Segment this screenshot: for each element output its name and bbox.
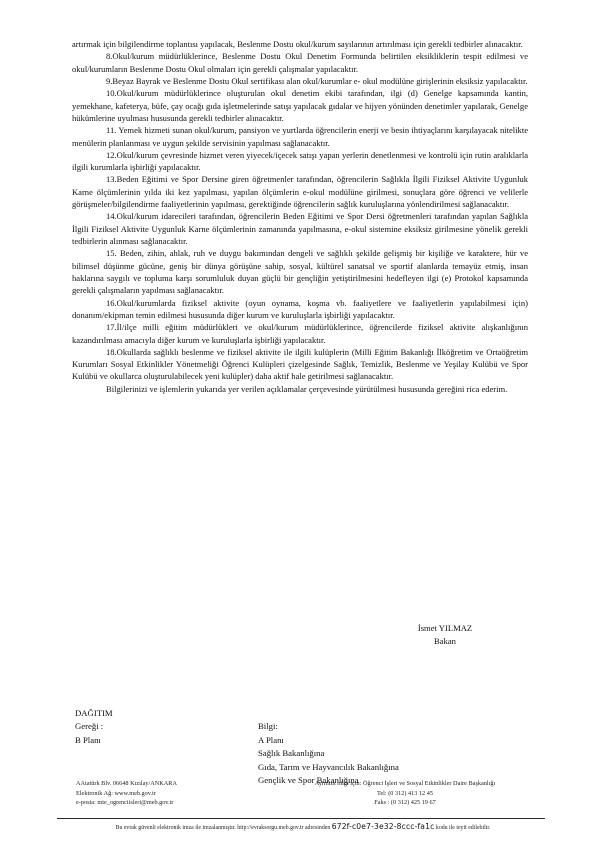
verification-prefix-text: Bu evrak güvenli elektronik imza ile imzalanmıştır. http://evraksorgu.meb.gov.tr adresinden xyxy=(115,825,331,831)
signatory-name: İsmet YILMAZ xyxy=(417,623,473,633)
verification-suffix-text: kodu ile teyit edilebilir. xyxy=(435,825,491,831)
distribution-right-line: A Planı xyxy=(258,734,284,745)
page-footer xyxy=(0,779,600,808)
verification-code: 672f-c0e7-3e32-8ccc-fa1c xyxy=(331,822,435,831)
distribution-left-line: Gereği : xyxy=(75,721,104,731)
footer-phone-line: Tel: (0 312) 413 12 45 xyxy=(377,789,433,797)
distribution-left-line: B Planı xyxy=(75,734,101,745)
paragraph-item-10: 10.Okul/kurum müdürlüklerince oluşturulan okul denetim ekibi tarafından, ilgi (d) Genelge kapsamında kantin, yemekhane, kafeterya, büfe, çay ocağı gıda işletmelerinde satışı yapılacak gıdalar ve hijyen yönünden denetimler yapılarak, Genelge hükümlerine uyulması hususunda gerekli tedbirler alınacaktır. xyxy=(72,88,528,123)
paragraph-item-13: 13.Beden Eğitimi ve Spor Dersine giren öğretmenler tarafından, öğrencilerin Sağlıkla İlgili Fiziksel Aktivite Uygunluk Karne ölçümlerinin yılda iki kez yapılması, yapılan ölçümlerin e-okul modülüne girilmesi, sonuçlara göre öğrenci ve velilerle görüşmeler/bilgilendirme faaliyetlerinin yapılması, gerektiğinde öğrencilerin sağlık kuruluşlarına yönlendirilmesi sağlanacaktır. xyxy=(72,174,528,210)
footer-address-column xyxy=(76,779,266,808)
paragraph-item-8: 8.Okul/kurum müdürlüklerince, Beslenme Dostu Okul Denetim Formunda belirtilen eksikliklerin tespit edilmesi ve okul/kurumların Beslenme Dostu Okul olmaları için gerekli çalışmalar yapılacaktır. xyxy=(72,51,528,74)
paragraph-item-18: 18.Okullarda sağlıklı beslenme ve fiziksel aktivite ile ilgili kulüplerin (Milli Eğitim Bakanlığı İlköğretim ve Ortaöğretim Kurumları Sosyal Etkinlikler Yönetmeliği Öğrenci Kulüpleri çizelgesinde Sağlık, Temizlik, Beslenme ve Yeşilay Kulübü ve Spor Kulübü ve okullarca oluşturulabilecek yeni kulüpler) daha aktif hale getirilmesi sağlanacaktır. xyxy=(72,346,528,382)
paragraph-item-9: 9.Beyaz Bayrak ve Beslenme Dostu Okul sertifikası alan okul/kurumlar e- okul modülüne girişlerinin eksiksiz yapılacaktır. xyxy=(106,75,528,86)
distribution-right-column xyxy=(258,720,495,788)
footer-website-line: Elektronik Ağ: www.meb.gov.tr xyxy=(76,789,156,797)
paragraph-item-16: 16.Okul/kurumlarda fiziksel aktivite (oyun oynama, koşma vb. faaliyetlere ve faaliyetlerin yapılabilmesi için) donanım/ekipman temin edilmesi hususunda diğer kurum ve kuruluşlarla işbirliği yapılacaktır. xyxy=(72,297,528,320)
signature-block xyxy=(360,622,530,648)
distribution-block xyxy=(75,720,495,788)
paragraph-item-15: 15. Beden, zihin, ahlak, ruh ve duygu bakımından dengeli ve sağlıklı şekilde gelişmiş bir kişiliğe ve karaktere, hür ve bilimsel düşünme gücüne, geniş bir dünya görüşüne sahip, sosyal, kültürel sanatsal ve sportif alanlarda temayüz etmiş, insan haklarına saygılı ve topluma karşı sorumluluk duyan güçlü bir gençliğin yetiştirilmesini hedefleyen ilgi (e) Protokol kapsamında gerekli çalışmaların yapılması sağlanacaktır. xyxy=(72,248,528,296)
distribution-left-column xyxy=(75,720,258,788)
footer-fax-line: Faks : (0 312) 425 19 67 xyxy=(374,799,436,807)
footer-contact-department: Ayrıntılı bilgi için: Öğrenci İşleri ve Sosyal Etkinlikler Daire Başkanlığı xyxy=(314,780,496,787)
footer-divider xyxy=(57,818,545,819)
paragraph-item-14: 14.Okul/kurum idarecileri tarafından, öğrencilerin Beden Eğitimi ve Spor Dersi öğretmenleri tarafından yapılan Sağlıkla İlgili Fiziksel Aktivite Uygunluk Karne ölçümlerinin zamanında yapılmasına, e-okul sistemine eksiksiz girilmesine yönelik gerekli tedbirlerin alınması sağlanacaktır. xyxy=(72,211,528,246)
distribution-heading: DAĞITIM xyxy=(75,708,113,718)
footer-address-line: AAtatürk Blv. 06648 Kızılay/ANKARA xyxy=(76,780,177,787)
paragraph-item-17: 17.İl/ilçe milli eğitim müdürlükleri ve okul/kurum müdürlüklerince, öğrencilerde fiziksel aktivite alışkanlığının kazandırılması amacıyla diğer kurum ve kuruluşlarla işbirliği yapılacaktır. xyxy=(72,322,528,345)
document-body xyxy=(72,38,528,395)
distribution-right-line: Sağlık Bakanlığına xyxy=(258,748,325,759)
paragraph-closing: Bilgilerinizi ve işlemlerin yukarıda yer verilen açıklamalar çerçevesinde yürütülmesi hususunda gereğini rica ederim. xyxy=(106,383,508,394)
distribution-right-line: Bilgi: xyxy=(258,721,278,731)
distribution-right-line: Gıda, Tarım ve Hayvancılık Bakanlığına xyxy=(258,761,399,772)
electronic-signature-notice xyxy=(57,822,549,833)
paragraph-item-12: 12.Okul/kurum çevresinde hizmet veren yiyecek/içecek satışı yapan yerlerin denetlenmesi ve kontrolü için rutin aralıklarla ilgili kurumlarla işbirliği yapılacaktır. xyxy=(72,149,528,173)
footer-contact-column xyxy=(266,779,544,808)
footer-email-line: e-posta: mte_ogrenciisleri@meb.gov.tr xyxy=(76,799,174,807)
paragraph-continuation: artırmak için bilgilendirme toplantısı yapılacak, Beslenme Dostu okul/kurum sayılarının artırılması için gerekli tedbirler alınacaktır. xyxy=(72,39,523,49)
distribution-right-line: Gençlik ve Spor Bakanlığına xyxy=(258,775,359,786)
signatory-title: Bakan xyxy=(434,636,456,647)
paragraph-item-11: 11. Yemek hizmeti sunan okul/kurum, pansiyon ve yurtlarda öğrencilerin enerji ve besin ihtiyaçlarını karşılayacak nitelikte menülerin planlanması ve uygun şekilde servisinin yapılması sağlanacaktır. xyxy=(72,125,528,148)
